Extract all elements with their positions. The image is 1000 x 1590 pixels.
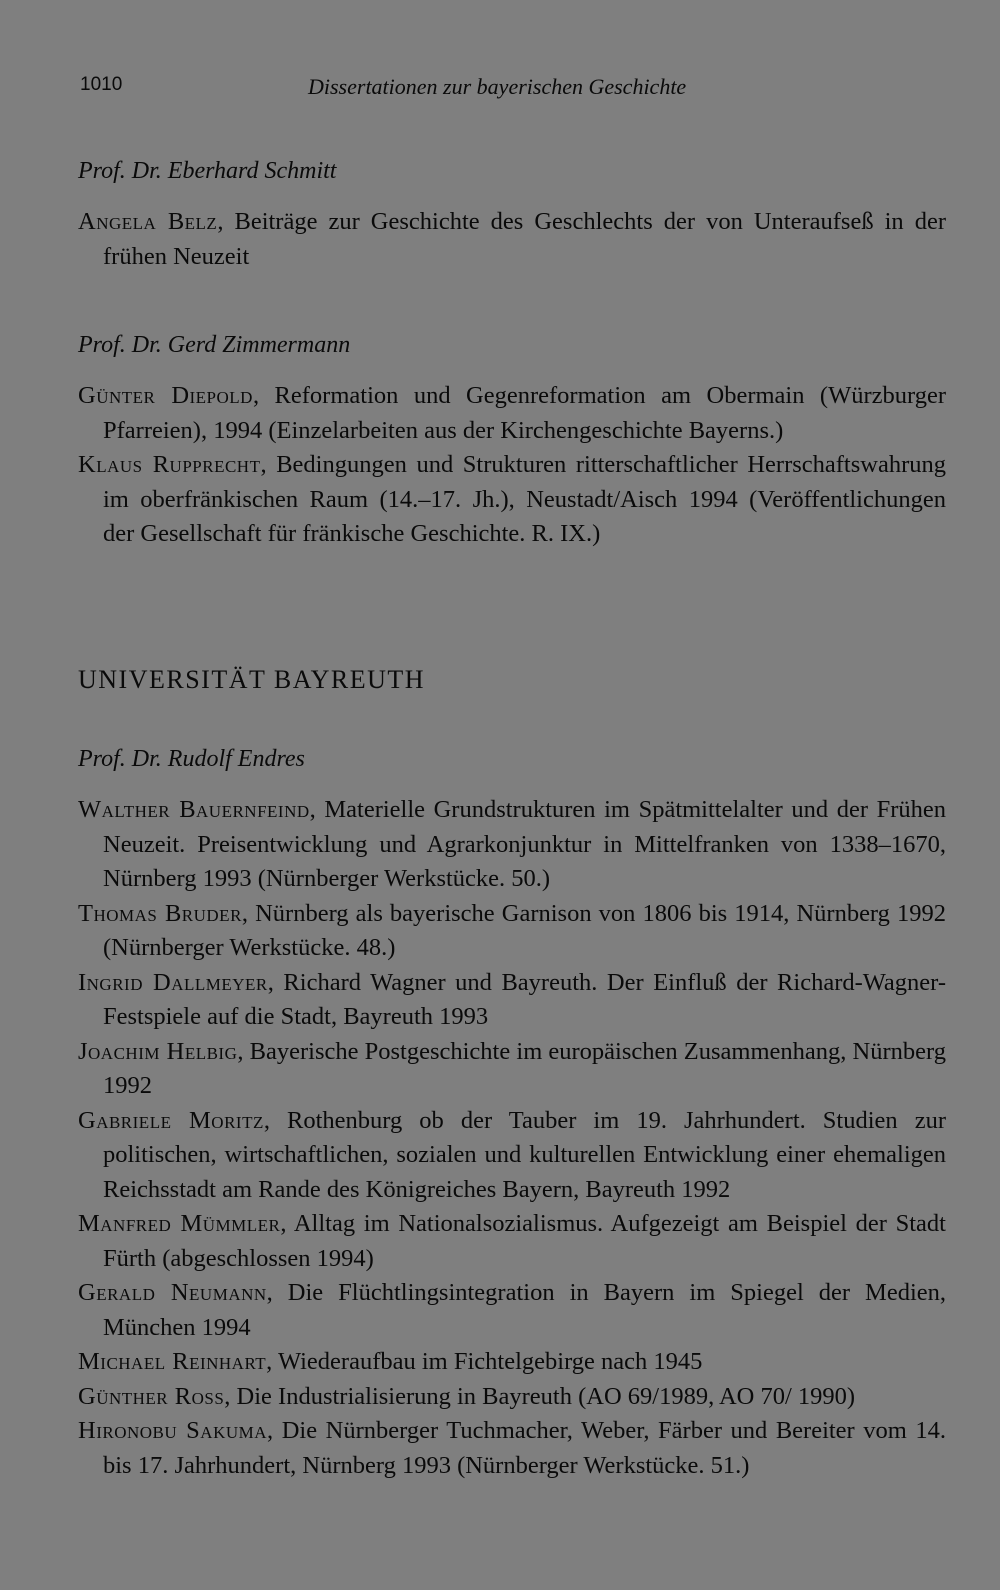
- professor-name: Prof. Dr. Rudolf Endres: [78, 746, 305, 772]
- dissertation-entry: [78, 793, 946, 897]
- author-name: Günter Diepold: [78, 382, 253, 409]
- author-name: Joachim Helbig: [78, 1037, 238, 1065]
- professor-group: [78, 330, 946, 360]
- author-name: Ingrid Dallmeyer: [78, 968, 268, 996]
- author-name: Gabriele Moritz: [78, 1106, 264, 1134]
- entry-text: , Rothenburg ob der Tauber im 19. Jahrhundert. Studien zur politischen, wirtschaftlichen, sozialen und kulturellen Entwicklung einer ehemaligen Reichsstadt am Rande des Königreiches Bayern, Bayreuth 1992: [103, 1106, 946, 1203]
- dissertation-entry: [78, 448, 946, 552]
- running-title: Dissertationen zur bayerischen Geschichte: [308, 74, 687, 99]
- entry-text: , Bayerische Postgeschichte im europäischen Zusammenhang, Nürnberg 1992: [103, 1037, 946, 1099]
- dissertation-entry: [78, 1104, 946, 1208]
- entry-text: , Die Industrialisierung in Bayreuth (AO 69/1989, AO 70/ 1990): [224, 1382, 856, 1410]
- entry-list: [78, 379, 946, 552]
- dissertation-entry: [78, 205, 946, 274]
- dissertation-entry: [78, 897, 946, 966]
- dissertation-entry: [78, 1380, 946, 1415]
- running-head: [80, 74, 940, 106]
- entry-text: , Bedingungen und Strukturen ritterschaftlicher Herrschaftswahrung im oberfränkischen Raum (14.–17. Jh.), Neustadt/Aisch 1994 (Veröffentlichungen der Gesellschaft für fränkische Geschichte. R. IX.): [103, 451, 946, 547]
- entry-text: , Beiträge zur Geschichte des Geschlechts der von Unteraufseß in der frühen Neuzeit: [103, 208, 946, 270]
- professor-name: Prof. Dr. Eberhard Schmitt: [78, 158, 337, 184]
- author-name: Angela Belz: [78, 208, 218, 235]
- dissertation-entry: [78, 1207, 946, 1276]
- professor-group: [78, 156, 946, 186]
- author-name: Michael Reinhart: [78, 1348, 267, 1375]
- dissertation-entry: [78, 379, 946, 448]
- entry-text: , Alltag im Nationalsozialismus. Aufgezeigt am Beispiel der Stadt Fürth (abgeschlossen 1994): [103, 1210, 946, 1272]
- dissertation-entry: [78, 1276, 946, 1345]
- entry-text: , Die Flüchtlingsintegration in Bayern im Spiegel der Medien, München 1994: [103, 1279, 947, 1341]
- dissertation-entry: [78, 1345, 946, 1380]
- entry-text: , Richard Wagner und Bayreuth. Der Einfluß der Richard-Wagner-Festspiele auf die Stadt, Bayreuth 1993: [103, 968, 946, 1030]
- entry-text: , Wiederaufbau im Fichtelgebirge nach 1945: [266, 1348, 703, 1375]
- dissertation-entry: [78, 1414, 946, 1483]
- dissertation-entry: [78, 966, 946, 1035]
- section-heading: UNIVERSITÄT BAYREUTH: [78, 665, 426, 694]
- entry-list: [78, 793, 946, 1483]
- author-name: Hironobu Sakuma: [78, 1417, 268, 1444]
- author-name: Klaus Rupprecht: [78, 451, 261, 478]
- entry-text: , Materielle Grundstrukturen im Spätmittelalter und der Frühen Neuzeit. Preisentwicklung und Agrarkonjunktur in Mittelfranken von 1338–1670, Nürnberg 1993 (Nürnberger Werkstücke. 50.): [103, 796, 946, 892]
- author-name: Günther Ross: [78, 1382, 225, 1410]
- entry-text: , Die Nürnberger Tuchmacher, Weber, Färber und Bereiter vom 14. bis 17. Jahrhundert, Nürnberg 1993 (Nürnberger Werkstücke. 51.): [103, 1417, 946, 1479]
- entry-list: [78, 205, 946, 274]
- author-name: Manfred Mümmler: [78, 1210, 281, 1237]
- professor-name: Prof. Dr. Gerd Zimmermann: [78, 332, 351, 358]
- author-name: Walther Bauernfeind: [78, 796, 310, 823]
- author-name: Thomas Bruder: [78, 899, 242, 927]
- entry-text: , Reformation und Gegenreformation am Obermain (Würzburger Pfarreien), 1994 (Einzelarbeiten aus der Kirchengeschichte Bayerns.): [103, 382, 946, 444]
- page-number: 1010: [80, 74, 123, 95]
- dissertation-entry: [78, 1035, 946, 1104]
- professor-group: [78, 744, 946, 774]
- entry-text: , Nürnberg als bayerische Garnison von 1806 bis 1914, Nürnberg 1992 (Nürnberger Werkstücke. 48.): [103, 899, 946, 961]
- author-name: Gerald Neumann: [78, 1279, 267, 1306]
